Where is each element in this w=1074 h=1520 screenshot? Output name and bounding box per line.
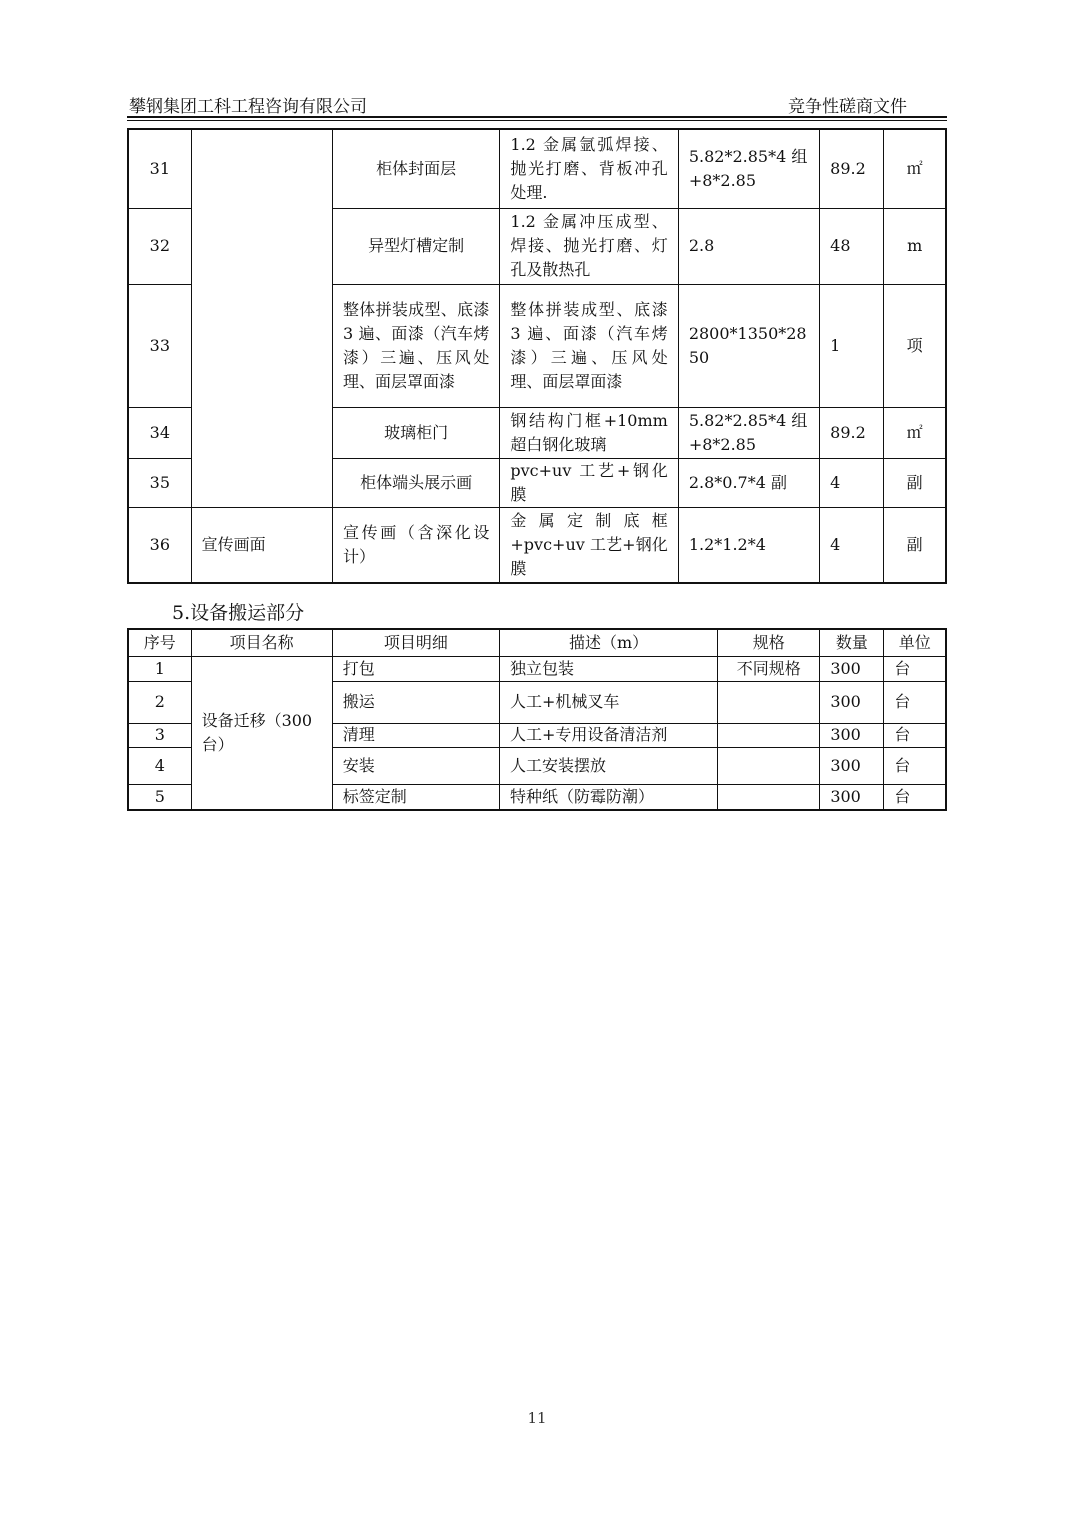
row-unit: m: [884, 208, 946, 284]
row-qty: 48: [820, 208, 884, 284]
items-table-continued: [127, 128, 947, 584]
row-desc: 人工+专用设备清洁剂: [499, 723, 717, 747]
row-spec: [718, 723, 820, 747]
row-item: 柜体端头展示画: [332, 458, 499, 507]
row-project-name: [191, 129, 332, 507]
row-detail: 搬运: [332, 681, 499, 723]
row-qty: 300: [820, 723, 884, 747]
col-header-no: 序号: [128, 629, 191, 656]
section-title: 5.设备搬运部分: [172, 602, 305, 624]
header-doc-title: 竞争性磋商文件: [788, 97, 907, 117]
row-desc: 1.2 金属氩弧焊接、抛光打磨、背板冲孔处理.: [500, 129, 678, 208]
row-no: 33: [128, 284, 191, 407]
row-desc: 人工安装摆放: [499, 747, 717, 784]
col-header-unit: 单位: [884, 629, 946, 656]
row-spec: [718, 784, 820, 810]
row-desc: 独立包装: [499, 656, 717, 681]
row-unit: ㎡: [884, 407, 946, 458]
row-no: 31: [128, 129, 191, 208]
row-unit: 台: [884, 784, 946, 810]
row-item: 玻璃柜门: [332, 407, 499, 458]
col-header-qty: 数量: [820, 629, 884, 656]
row-detail: 标签定制: [332, 784, 499, 810]
row-qty: 4: [820, 507, 884, 583]
row-qty: 300: [820, 747, 884, 784]
page-number: 11: [527, 1409, 547, 1427]
row-unit: ㎡: [884, 129, 946, 208]
col-header-spec: 规格: [718, 629, 820, 656]
row-unit: 副: [884, 507, 946, 583]
row-item: 柜体封面层: [332, 129, 499, 208]
row-item: 宣传画（含深化设计）: [332, 507, 499, 583]
row-spec: 2.8: [678, 208, 819, 284]
row-spec: [718, 747, 820, 784]
row-project-name: 宣传画面: [191, 507, 332, 583]
row-qty: 300: [820, 681, 884, 723]
page-header: [127, 88, 947, 118]
equipment-moving-table: [127, 628, 947, 811]
row-spec: [718, 681, 820, 723]
row-spec: 5.82*2.85*4 组+8*2.85: [678, 129, 819, 208]
table-row: [128, 507, 946, 583]
table-header-row: [128, 629, 946, 656]
row-desc: pvc+uv 工艺+钢化膜: [500, 458, 678, 507]
row-no: 34: [128, 407, 191, 458]
row-item: 异型灯槽定制: [332, 208, 499, 284]
row-detail: 安装: [332, 747, 499, 784]
row-unit: 台: [884, 656, 946, 681]
row-desc: 1.2 金属冲压成型、焊接、抛光打磨、灯孔及散热孔: [500, 208, 678, 284]
row-unit: 台: [884, 681, 946, 723]
table-row: [128, 656, 946, 681]
group-name: 设备迁移（300 台）: [191, 656, 332, 810]
row-qty: 300: [820, 656, 884, 681]
row-detail: 打包: [332, 656, 499, 681]
row-qty: 89.2: [820, 129, 884, 208]
col-header-detail: 项目明细: [332, 629, 499, 656]
header-company: 攀钢集团工科工程咨询有限公司: [129, 97, 367, 117]
row-unit: 台: [884, 747, 946, 784]
row-no: 5: [128, 784, 191, 810]
row-desc: 特种纸（防霉防潮）: [499, 784, 717, 810]
col-header-desc: 描述（m）: [499, 629, 717, 656]
row-desc: 钢结构门框+10mm 超白钢化玻璃: [500, 407, 678, 458]
row-spec: 5.82*2.85*4 组+8*2.85: [678, 407, 819, 458]
row-spec: 2800*1350*2850: [678, 284, 819, 407]
row-qty: 4: [820, 458, 884, 507]
row-qty: 89.2: [820, 407, 884, 458]
row-no: 1: [128, 656, 191, 681]
table-row: [128, 129, 946, 208]
row-qty: 1: [820, 284, 884, 407]
row-no: 36: [128, 507, 191, 583]
row-spec: 不同规格: [718, 656, 820, 681]
row-unit: 副: [884, 458, 946, 507]
row-unit: 台: [884, 723, 946, 747]
row-item: 整体拼装成型、底漆 3 遍、面漆（汽车烤漆）三遍、压风处理、面层罩面漆: [332, 284, 499, 407]
row-spec: 2.8*0.7*4 副: [678, 458, 819, 507]
row-unit: 项: [884, 284, 946, 407]
row-no: 2: [128, 681, 191, 723]
row-no: 3: [128, 723, 191, 747]
row-spec: 1.2*1.2*4: [678, 507, 819, 583]
row-no: 35: [128, 458, 191, 507]
row-desc: 人工+机械叉车: [499, 681, 717, 723]
col-header-name: 项目名称: [191, 629, 332, 656]
row-qty: 300: [820, 784, 884, 810]
row-desc: 整体拼装成型、底漆 3 遍、面漆（汽车烤漆）三遍、压风处理、面层罩面漆: [500, 284, 678, 407]
row-detail: 清理: [332, 723, 499, 747]
row-desc: 金属定制底框+pvc+uv 工艺+钢化膜: [500, 507, 678, 583]
row-no: 32: [128, 208, 191, 284]
row-no: 4: [128, 747, 191, 784]
